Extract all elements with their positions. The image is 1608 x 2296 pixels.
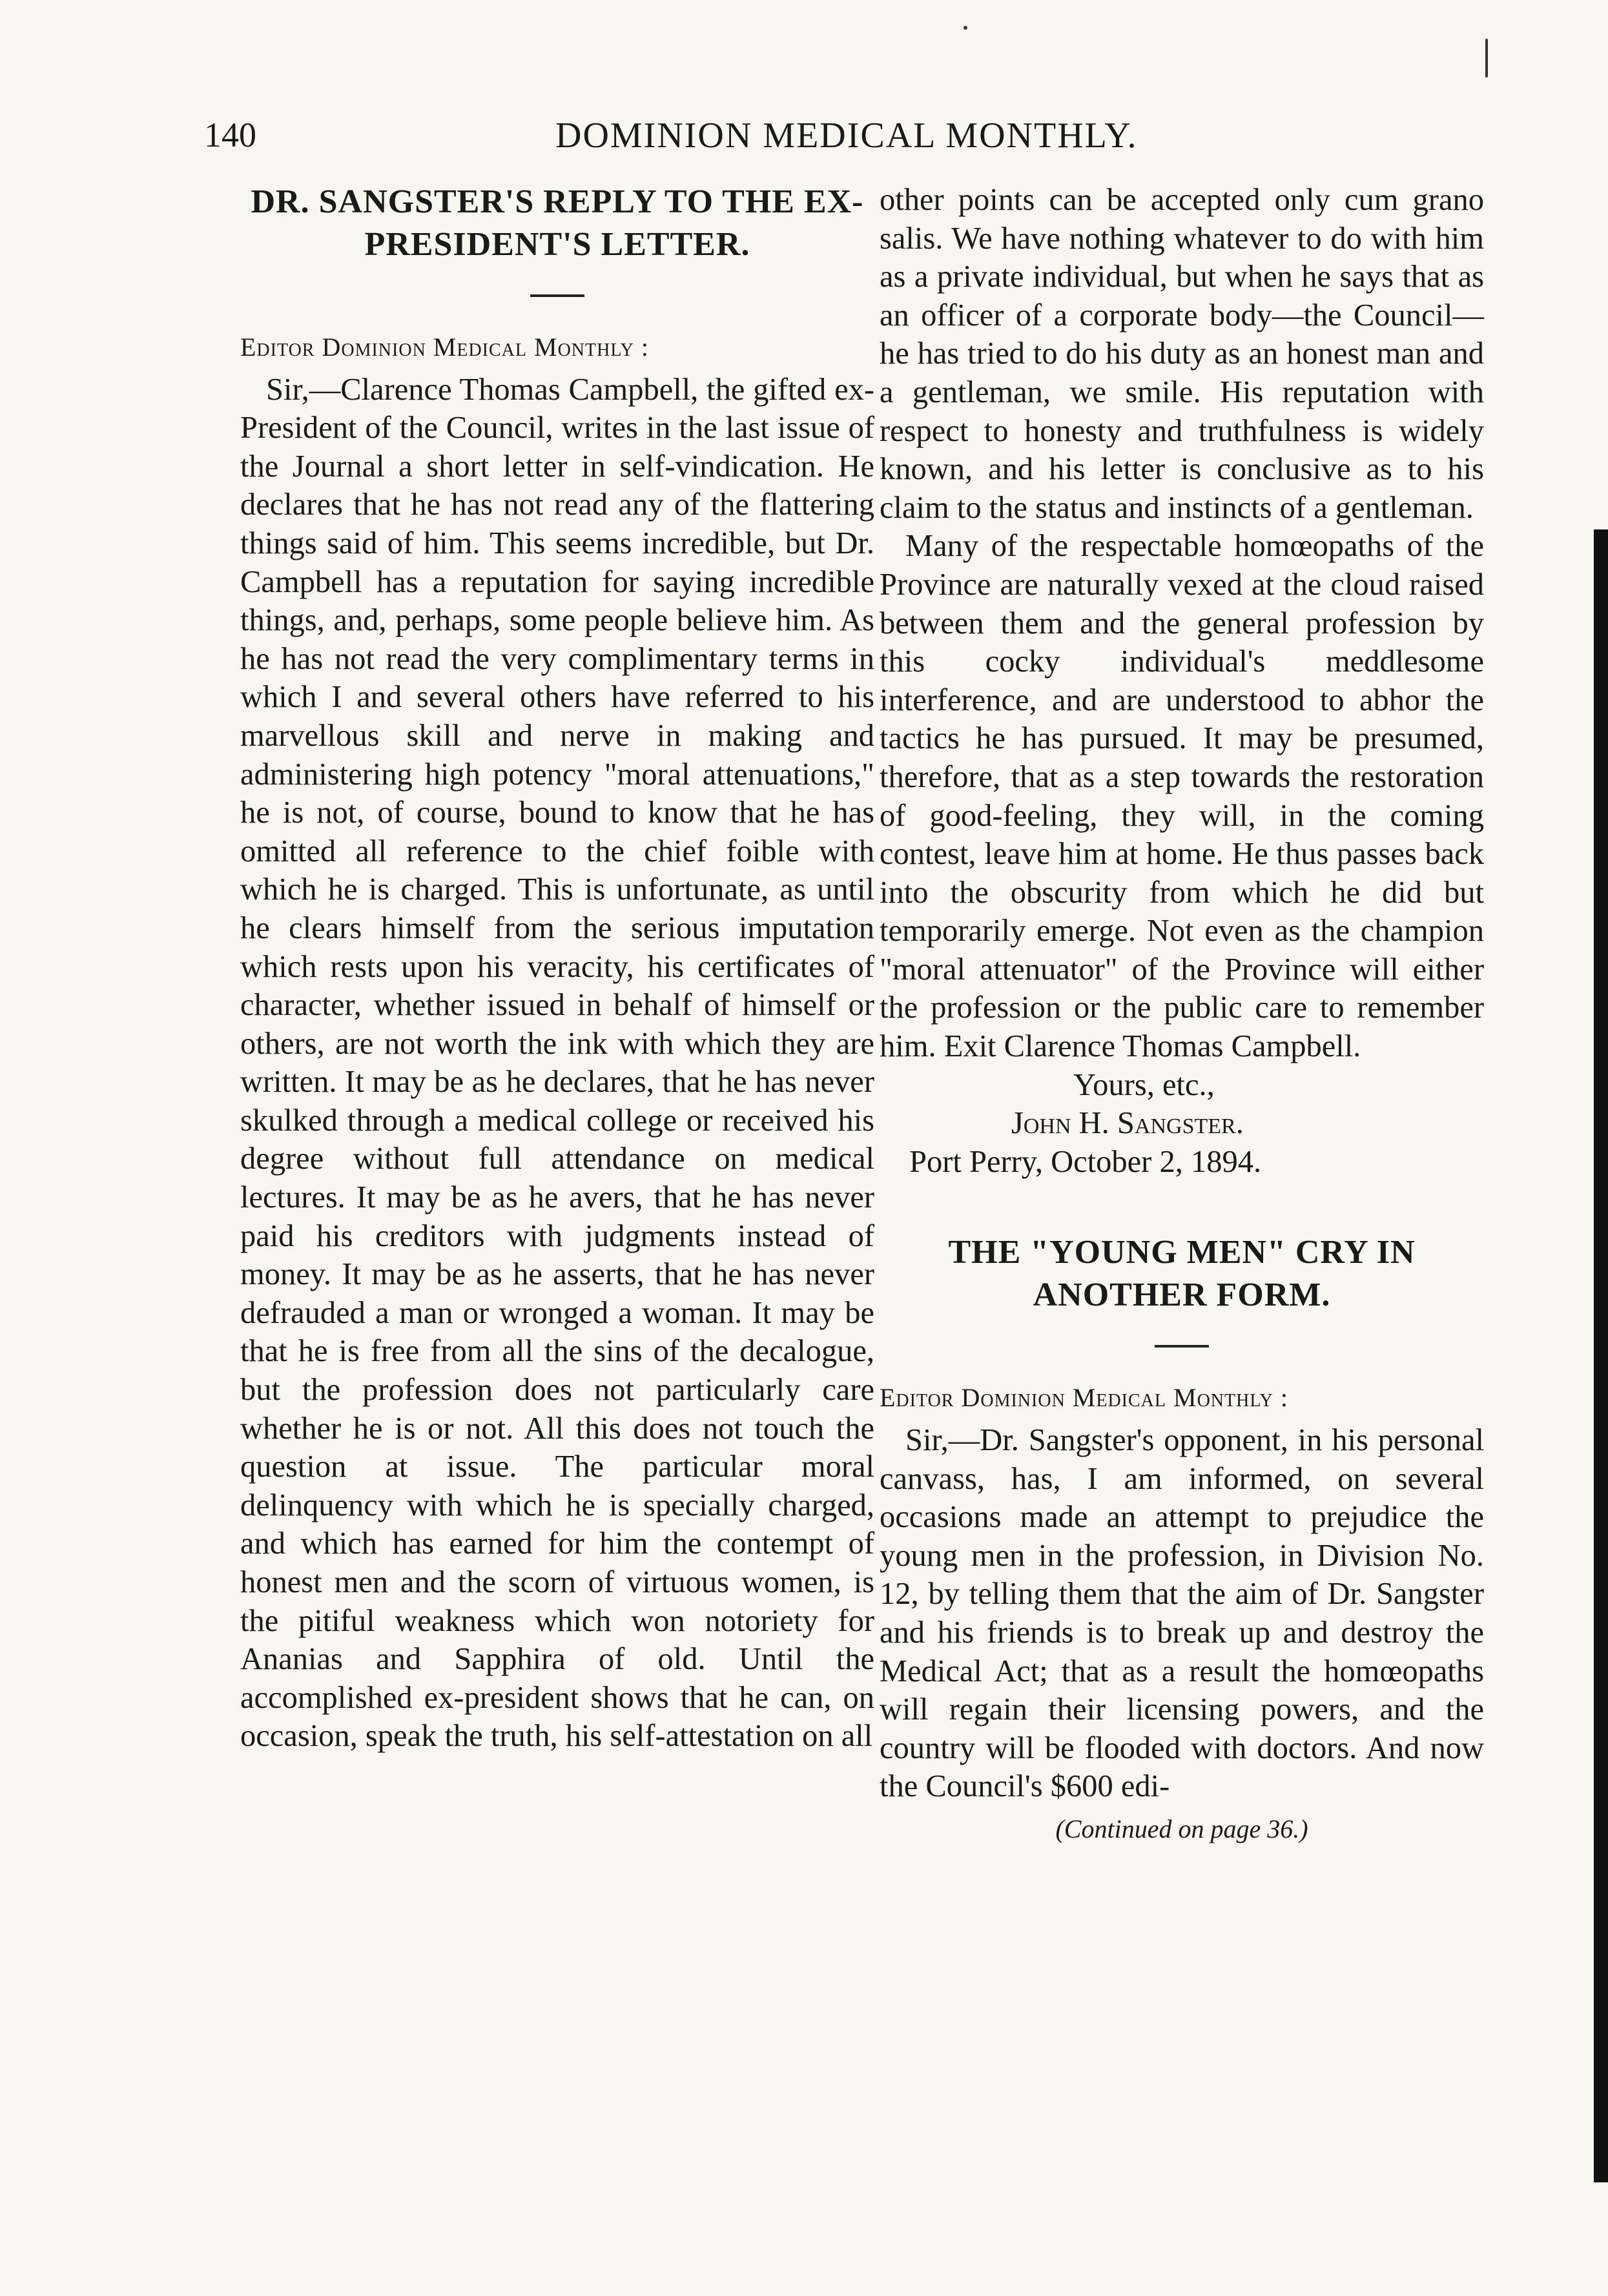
letter-paragraph: Sir,—Clarence Thomas Campbell, the gifted ex-President of the Council, writes in the last issue of the Journal a short letter in self-vindication. He declares that he has not read any of the flattering things said of him. This seems incredible, but Dr. Campbell has a reputation for saying incredible things, and, perhaps, some people believe him. As he has not read the very complimentary terms in which I and several others have referred to his marvellous skill and nerve in making and administering high potency "moral attenuations," he is not, of course, bound to know that he has omitted all reference to the chief foible with which he is charged. This is unfortunate, as until he clears himself from the serious imputation which rests upon his veracity, his certificates of character, whether issued in behalf of himself or others, are not worth the ink with which they are written. It may be as he declares, that he has never skulked through a medical college or received his degree without full attendance on medical lectures. It may be as he avers, that he has never paid his creditors with judgments instead of money. It may be as he asserts, that he has never defrauded a man or wronged a woman. It may be that he is free from all the sins of the decalogue, but the profession does not particularly care whether he is or not. All this does not touch the question at issue. The particular moral delinquency with which he is specially charged, and which has earned for him the contempt of honest men and the scorn of virtuous women, is the pitiful weakness which won notoriety for Ananias and Sapphira of old. Until the accomplished ex-president shows that he can, on occasion, speak the truth, his self-attestation on all (240, 372, 874, 1754)
page-number: 140 (204, 116, 256, 154)
article-column-left (240, 181, 874, 1756)
letter-dateline: Port Perry, October 2, 1894. (909, 1144, 1262, 1179)
letter-signature: John H. Sangster. (1011, 1106, 1244, 1141)
scan-speck (1485, 39, 1488, 77)
title-rule (1155, 1345, 1209, 1348)
article-title-sangster-reply: DR. SANGSTER'S REPLY TO THE EX-PRESIDENT'S LETTER. (251, 183, 864, 263)
letter-signoff: Yours, etc., (1073, 1067, 1215, 1102)
scan-edge-shadow (1594, 529, 1608, 2182)
salutation: Editor Dominion Medical Monthly : (880, 1383, 1288, 1413)
letter-paragraph: Sir,—Dr. Sangster's opponent, in his personal canvass, has, I am informed, on several occasions made an attempt to prejudice the young men in the profession, in Division No. 12, by telling them that the aim of Dr. Sangster and his friends is to break up and destroy the Medical Act; that as a result the homœopaths will regain their licensing powers, and the country will be flooded with doctors. And now the Council's $600 edi- (880, 1423, 1484, 1804)
scan-speck (964, 26, 967, 30)
running-head: DOMINION MEDICAL MONTHLY. (555, 116, 1138, 156)
title-rule (530, 294, 584, 297)
letter-paragraph-continued: other points can be accepted only cum grano salis. We have nothing whatever to do with him as a private individual, but when he says that as an officer of a corporate body—the Council—he has tried to do his duty as an honest man and a gentleman, we smile. His reputation with respect to honesty and truthfulness is widely known, and his letter is conclusive as to his claim to the status and instincts of a gentleman. (880, 183, 1484, 525)
article-column-right (880, 181, 1484, 1849)
article-title-young-men: THE "YOUNG MEN" CRY IN ANOTHER FORM. (948, 1234, 1416, 1314)
continued-note: (Continued on page 36.) (1055, 1814, 1308, 1843)
salutation: Editor Dominion Medical Monthly : (240, 333, 649, 362)
letter-paragraph: Many of the respectable homœopaths of the Province are naturally vexed at the cloud raised between them and the general profession by this cocky individual's meddlesome interference, and are understood to abhor the tactics he has pursued. It may be presumed, therefore, that as a step towards the restoration of good-feeling, they will, in the coming contest, leave him at home. He thus passes back into the obscurity from which he did but temporarily emerge. Not even as the champion "moral attenuator" of the Province will either the profession or the public care to remember him. Exit Clarence Thomas Campbell. (880, 529, 1484, 1064)
